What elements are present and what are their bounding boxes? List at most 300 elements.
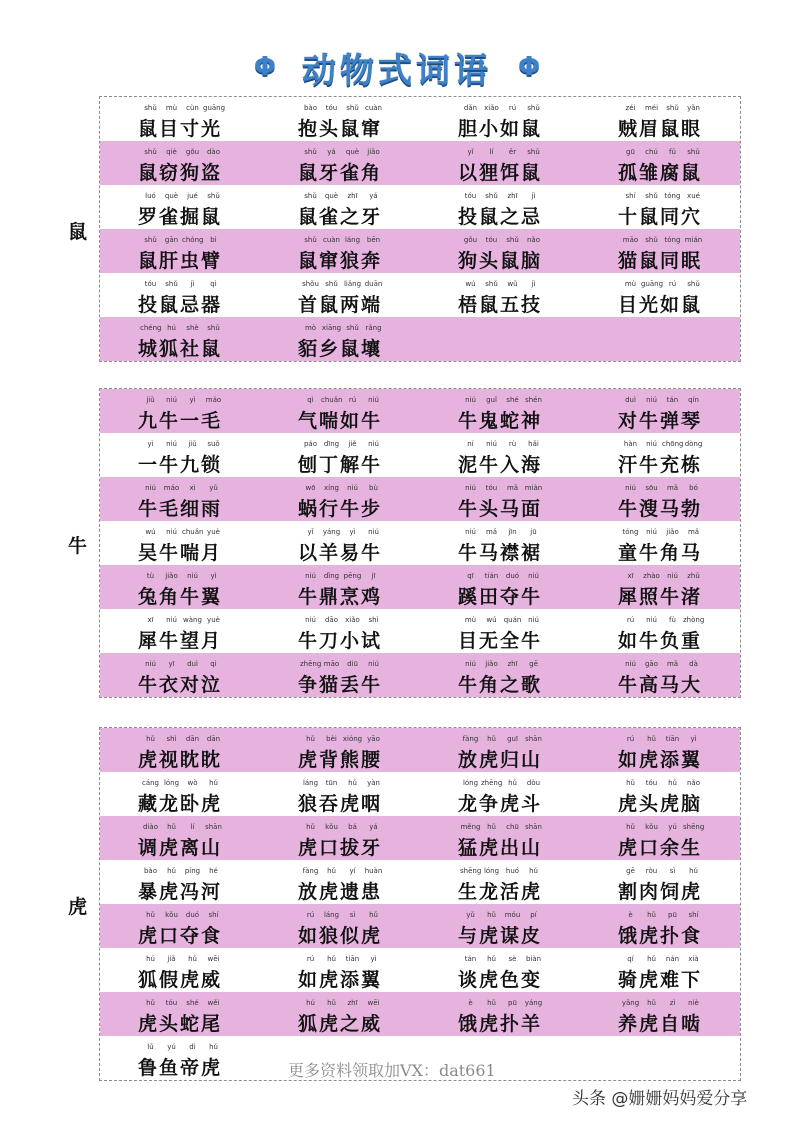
pinyin-syllable: mǎ	[687, 528, 700, 536]
idiom-text: 鼠雀之牙	[298, 206, 383, 228]
pinyin-syllable: bù	[369, 484, 378, 492]
pinyin-syllable: hǔ	[209, 1043, 218, 1051]
idiom-cell	[260, 816, 420, 860]
pinyin-syllable: bó	[689, 484, 698, 492]
idiom-cell	[100, 141, 260, 185]
pinyin-syllable: qì	[307, 396, 314, 404]
idiom-text: 狐假虎威	[138, 969, 223, 991]
pinyin-syllable: jì	[531, 280, 536, 288]
pinyin-syllable: lóng	[462, 779, 479, 787]
pinyin-syllable: shǔ	[325, 280, 338, 288]
pinyin-syllable: bào	[143, 867, 157, 875]
pinyin-line	[140, 104, 224, 112]
pinyin-syllable: hǔ	[689, 867, 698, 875]
pinyin-syllable: niú	[486, 440, 497, 448]
idiom-text: 虎头蛇尾	[138, 1013, 223, 1035]
idiom-cell	[260, 521, 420, 565]
table-row	[100, 389, 740, 433]
idiom-cell	[100, 97, 260, 141]
pinyin-syllable: luó	[145, 192, 156, 200]
pinyin-syllable: bì	[210, 236, 217, 244]
pinyin-line	[620, 955, 704, 963]
pinyin-syllable: wú	[465, 280, 476, 288]
section-label: 鼠	[68, 221, 88, 243]
pinyin-syllable: shǔ	[346, 324, 359, 332]
pinyin-syllable: kǒu	[325, 823, 338, 831]
idiom-cell	[420, 948, 580, 992]
pinyin-line	[140, 572, 224, 580]
pinyin-syllable: chú	[645, 148, 658, 156]
pinyin-syllable: chōng	[662, 440, 684, 448]
pinyin-syllable: niú	[465, 484, 476, 492]
pinyin-syllable: niú	[166, 396, 177, 404]
pinyin-syllable: dǐng	[323, 572, 340, 580]
idiom-text: 目光如鼠	[618, 294, 703, 316]
pinyin-line	[460, 236, 544, 244]
pinyin-syllable: nǎo	[686, 779, 700, 787]
pinyin-syllable: shǔ	[346, 104, 359, 112]
idiom-cell	[100, 728, 260, 772]
pinyin-syllable: niú	[465, 660, 476, 668]
pinyin-line	[620, 616, 704, 624]
idiom-cell	[100, 653, 260, 697]
pinyin-syllable: zhī	[507, 192, 518, 200]
pinyin-syllable: mǎ	[506, 484, 519, 492]
pinyin-syllable: píng	[184, 867, 201, 875]
pinyin-syllable: dòu	[526, 779, 541, 787]
pinyin-line	[300, 192, 384, 200]
pinyin-line	[140, 324, 224, 332]
idiom-cell	[580, 521, 740, 565]
pinyin-syllable: tóu	[485, 236, 498, 244]
pinyin-syllable: wēi	[367, 999, 380, 1007]
pinyin-syllable: kǒu	[165, 911, 178, 919]
pinyin-line	[140, 148, 224, 156]
pinyin-syllable: yì	[210, 572, 217, 580]
pinyin-syllable: yǐ	[307, 528, 314, 536]
idiom-cell	[260, 185, 420, 229]
idiom-text: 以狸饵鼠	[458, 162, 543, 184]
pinyin-syllable: hǔ	[306, 735, 315, 743]
pinyin-syllable: niú	[667, 572, 678, 580]
pinyin-line	[140, 867, 224, 875]
pinyin-syllable: diào	[143, 823, 158, 831]
idiom-cell	[260, 860, 420, 904]
pinyin-line	[620, 148, 704, 156]
table-row	[100, 904, 740, 948]
pinyin-syllable: shí	[208, 911, 219, 919]
pinyin-syllable: duì	[187, 660, 198, 668]
idiom-text: 饿虎扑食	[618, 925, 703, 947]
pinyin-syllable: rú	[668, 280, 677, 288]
pinyin-syllable: tóu	[464, 192, 477, 200]
pinyin-line	[460, 104, 544, 112]
idiom-cell	[100, 904, 260, 948]
pinyin-syllable: hǔ	[487, 735, 496, 743]
pinyin-syllable: yáng	[322, 528, 341, 536]
pinyin-line	[300, 440, 384, 448]
pinyin-line	[300, 324, 384, 332]
pinyin-syllable: hǔ	[647, 955, 656, 963]
pinyin-syllable: jīn	[508, 528, 517, 536]
pinyin-syllable: biàn	[525, 955, 542, 963]
idiom-cell	[420, 433, 580, 477]
pinyin-syllable: niú	[368, 660, 379, 668]
pinyin-line	[620, 192, 704, 200]
pinyin-line	[620, 572, 704, 580]
pinyin-syllable: hǔ	[647, 735, 656, 743]
idiom-text: 鼠目寸光	[138, 118, 223, 140]
pinyin-syllable: suǒ	[207, 440, 220, 448]
pinyin-syllable: shǔ	[485, 192, 498, 200]
pinyin-syllable: shí	[625, 192, 636, 200]
idiom-cell	[420, 653, 580, 697]
pinyin-syllable: hǔ	[626, 779, 635, 787]
pinyin-syllable: yǐ	[467, 148, 474, 156]
pinyin-syllable: māo	[622, 236, 639, 244]
idiom-text: 梧鼠五技	[458, 294, 543, 316]
idiom-text: 猛虎出山	[458, 837, 543, 859]
pinyin-syllable: lóng	[483, 867, 500, 875]
pinyin-syllable: jué	[187, 192, 198, 200]
idiom-text: 与虎谋皮	[458, 925, 543, 947]
pinyin-line	[140, 660, 224, 668]
idiom-text: 抱头鼠窜	[298, 118, 383, 140]
pinyin-syllable: zhòng	[683, 616, 705, 624]
pinyin-syllable: niú	[347, 484, 358, 492]
pinyin-syllable: gē	[626, 867, 635, 875]
pinyin-syllable: bá	[348, 823, 357, 831]
pinyin-syllable: dào	[206, 148, 220, 156]
idiom-text: 骑虎难下	[618, 969, 703, 991]
table-row	[100, 317, 740, 361]
pinyin-syllable: xià	[688, 955, 699, 963]
pinyin-line	[140, 779, 224, 787]
idiom-text: 牛角之歌	[458, 674, 543, 696]
pinyin-syllable: qī	[467, 572, 474, 580]
page-title	[0, 42, 794, 92]
pinyin-syllable: yǎn	[687, 104, 700, 112]
idiom-text: 一牛九锁	[138, 454, 223, 476]
pinyin-syllable: què	[324, 192, 339, 200]
pinyin-syllable: rú	[348, 396, 357, 404]
idiom-text: 汗牛充栋	[618, 454, 703, 476]
idiom-cell	[420, 904, 580, 948]
idiom-cell	[580, 728, 740, 772]
idiom-cell	[580, 273, 740, 317]
idiom-cell	[260, 229, 420, 273]
pinyin-syllable: è	[628, 911, 633, 919]
pinyin-syllable: yá	[369, 192, 378, 200]
pinyin-syllable: dà	[689, 660, 698, 668]
pinyin-syllable: hǔ	[487, 955, 496, 963]
pinyin-line	[460, 280, 544, 288]
idiom-text: 鼠窃狗盗	[138, 162, 223, 184]
idiom-cell	[260, 273, 420, 317]
idiom-text: 虎背熊腰	[298, 749, 383, 771]
pinyin-syllable: niú	[145, 660, 156, 668]
pinyin-syllable: gān	[164, 236, 179, 244]
pinyin-syllable: hǔ	[647, 911, 656, 919]
idiom-text: 割肉饲虎	[618, 881, 703, 903]
pinyin-syllable: rù	[508, 440, 517, 448]
idiom-cell	[100, 433, 260, 477]
table-row	[100, 141, 740, 185]
pinyin-line	[300, 528, 384, 536]
pinyin-syllable: niú	[368, 528, 379, 536]
pinyin-line	[460, 779, 544, 787]
pinyin-syllable: zhī	[347, 999, 358, 1007]
table-row	[100, 772, 740, 816]
pinyin-syllable: cuàn	[364, 104, 382, 112]
idiom-cell	[580, 992, 740, 1036]
pinyin-syllable: dān	[185, 735, 200, 743]
pinyin-syllable: zhēng	[481, 779, 503, 787]
idiom-cell	[100, 317, 260, 361]
pinyin-syllable: wǔ	[507, 280, 518, 288]
pinyin-syllable: xióng	[342, 735, 363, 743]
pinyin-syllable: hǔ	[327, 955, 336, 963]
idiom-text: 养虎自啮	[618, 1013, 703, 1035]
idiom-text: 猫鼠同眠	[618, 250, 703, 272]
pinyin-syllable: hàn	[623, 440, 638, 448]
pinyin-syllable: máo	[163, 484, 180, 492]
pinyin-line	[460, 660, 544, 668]
pinyin-line	[620, 236, 704, 244]
pinyin-line	[460, 484, 544, 492]
pinyin-syllable: sè	[508, 955, 517, 963]
idiom-text: 投鼠之忌	[458, 206, 543, 228]
pinyin-syllable: xiǎo	[345, 616, 360, 624]
pinyin-syllable: wú	[486, 616, 497, 624]
idiom-text: 牛鼎烹鸡	[298, 586, 383, 608]
idiom-cell	[580, 948, 740, 992]
pinyin-syllable: niú	[528, 572, 539, 580]
title-right-ornament: Φ	[518, 52, 541, 82]
pinyin-syllable: zéi	[625, 104, 636, 112]
pinyin-syllable: niú	[465, 396, 476, 404]
pinyin-syllable: niú	[625, 484, 636, 492]
idiom-cell	[420, 141, 580, 185]
idiom-text: 如虎添翼	[298, 969, 383, 991]
pinyin-syllable: yuè	[207, 528, 220, 536]
pinyin-syllable: dǎn	[463, 104, 478, 112]
pinyin-syllable: qì	[210, 660, 217, 668]
pinyin-syllable: dòng	[684, 440, 703, 448]
pinyin-line	[620, 440, 704, 448]
pinyin-line	[140, 735, 224, 743]
pinyin-syllable: niè	[688, 999, 699, 1007]
table-row	[100, 653, 740, 697]
pinyin-syllable: niú	[646, 396, 657, 404]
pinyin-syllable: zhī	[347, 192, 358, 200]
pinyin-syllable: mián	[684, 236, 703, 244]
pinyin-syllable: sì	[349, 911, 356, 919]
table-row	[100, 860, 740, 904]
idiom-text: 气喘如牛	[298, 410, 383, 432]
pinyin-syllable: niú	[305, 616, 316, 624]
idiom-cell	[100, 860, 260, 904]
pinyin-line	[460, 999, 544, 1007]
pinyin-line	[620, 823, 704, 831]
pinyin-line	[300, 660, 384, 668]
table-row	[100, 728, 740, 772]
pinyin-syllable: cáng	[141, 779, 160, 787]
pinyin-line	[460, 396, 544, 404]
pinyin-syllable: niú	[145, 484, 156, 492]
idiom-text: 吴牛喘月	[138, 542, 223, 564]
pinyin-syllable: xué	[687, 192, 700, 200]
pinyin-syllable: hǔ	[146, 911, 155, 919]
idiom-cell	[260, 97, 420, 141]
idiom-cell	[580, 904, 740, 948]
idiom-text: 贼眉鼠眼	[618, 118, 703, 140]
idiom-text: 谈虎色变	[458, 969, 543, 991]
idiom-text: 鼠窜狼奔	[298, 250, 383, 272]
pinyin-line	[620, 779, 704, 787]
pinyin-syllable: hú	[306, 999, 315, 1007]
table-row	[100, 433, 740, 477]
pinyin-line	[620, 396, 704, 404]
pinyin-syllable: lǔ	[147, 1043, 154, 1051]
pinyin-syllable: shēng	[460, 867, 482, 875]
pinyin-line	[300, 280, 384, 288]
pinyin-syllable: bào	[303, 104, 317, 112]
idiom-text: 投鼠忌器	[138, 294, 223, 316]
idiom-cell	[260, 728, 420, 772]
pinyin-syllable: hǔ	[487, 999, 496, 1007]
pinyin-syllable: shǔ	[485, 280, 498, 288]
idiom-text: 对牛弹琴	[618, 410, 703, 432]
pinyin-syllable: hǔ	[626, 823, 635, 831]
pinyin-syllable: shé	[186, 999, 199, 1007]
pinyin-syllable: láng	[344, 236, 361, 244]
idiom-text: 鲁鱼帝虎	[138, 1057, 223, 1079]
idiom-text: 孤雏腐鼠	[618, 162, 703, 184]
pinyin-syllable: quán	[503, 616, 522, 624]
pinyin-syllable: kǒu	[645, 823, 658, 831]
pinyin-syllable: xíng	[324, 484, 339, 492]
pinyin-line	[300, 823, 384, 831]
pinyin-line	[140, 528, 224, 536]
pinyin-syllable: jiǎo	[666, 528, 679, 536]
pinyin-syllable: què	[345, 148, 360, 156]
idiom-cell	[100, 565, 260, 609]
pinyin-line	[620, 867, 704, 875]
pinyin-syllable: yǔ	[466, 911, 475, 919]
pinyin-line	[140, 823, 224, 831]
pinyin-syllable: niú	[187, 572, 198, 580]
pinyin-syllable: hǔ	[188, 955, 197, 963]
pinyin-syllable: wēi	[207, 955, 220, 963]
pinyin-syllable: hǎi	[528, 440, 539, 448]
idiom-cell	[420, 816, 580, 860]
pinyin-syllable: xī	[147, 616, 154, 624]
pinyin-syllable: mǎ	[666, 484, 679, 492]
pinyin-syllable: zhēng	[300, 660, 322, 668]
idiom-text: 牛溲马勃	[618, 498, 703, 520]
pinyin-syllable: shǔ	[527, 148, 540, 156]
idiom-cell	[260, 653, 420, 697]
section-3	[99, 727, 741, 1081]
pinyin-line	[300, 779, 384, 787]
pinyin-line	[300, 911, 384, 919]
idiom-text: 以羊易牛	[298, 542, 383, 564]
pinyin-syllable: dì	[189, 1043, 196, 1051]
pinyin-syllable: jiǎo	[165, 572, 178, 580]
pinyin-syllable: jiǔ	[146, 396, 155, 404]
pinyin-line	[140, 440, 224, 448]
pinyin-syllable: mù	[624, 280, 637, 288]
pinyin-line	[140, 280, 224, 288]
idiom-text: 罗雀掘鼠	[138, 206, 223, 228]
idiom-cell	[100, 772, 260, 816]
pinyin-syllable: guǐ	[486, 396, 497, 404]
pinyin-syllable: yì	[189, 396, 196, 404]
pinyin-syllable: yú	[167, 1043, 176, 1051]
pinyin-syllable: tán	[666, 396, 679, 404]
idiom-text: 牛毛细雨	[138, 498, 223, 520]
pinyin-syllable: yú	[668, 823, 677, 831]
idiom-text: 童牛角马	[618, 542, 703, 564]
idiom-text: 如牛负重	[618, 630, 703, 652]
pinyin-syllable: jiě	[348, 440, 357, 448]
table-row	[100, 565, 740, 609]
pinyin-syllable: tóu	[645, 779, 658, 787]
idiom-cell	[580, 97, 740, 141]
pinyin-line	[460, 616, 544, 624]
pinyin-syllable: yáng	[524, 999, 543, 1007]
idiom-text: 虎视眈眈	[138, 749, 223, 771]
idiom-text: 九牛一毛	[138, 410, 223, 432]
idiom-text: 争猫丢牛	[298, 674, 383, 696]
pinyin-line	[140, 396, 224, 404]
pinyin-syllable: shǔ	[207, 324, 220, 332]
pinyin-line	[460, 440, 544, 448]
idiom-text: 生龙活虎	[458, 881, 543, 903]
pinyin-syllable: hǔ	[327, 999, 336, 1007]
idiom-cell	[420, 273, 580, 317]
pinyin-syllable: fǔ	[669, 148, 676, 156]
pinyin-syllable: yí	[349, 867, 356, 875]
table-row	[100, 185, 740, 229]
idiom-cell	[420, 389, 580, 433]
pinyin-syllable: shí	[688, 911, 699, 919]
section-label: 虎	[68, 896, 88, 918]
pinyin-syllable: shǔ	[144, 148, 157, 156]
pinyin-syllable: niú	[368, 440, 379, 448]
pinyin-line	[140, 192, 224, 200]
pinyin-syllable: jiǎo	[485, 660, 498, 668]
pinyin-syllable: mù	[165, 104, 178, 112]
pinyin-syllable: diū	[347, 660, 358, 668]
idiom-cell	[580, 229, 740, 273]
pinyin-syllable: xiāng	[321, 324, 342, 332]
pinyin-syllable: rú	[306, 955, 315, 963]
pinyin-syllable: duì	[625, 396, 636, 404]
pinyin-syllable: yì	[349, 528, 356, 536]
pinyin-syllable: shén	[525, 396, 542, 404]
pinyin-line	[460, 572, 544, 580]
idiom-text: 调虎离山	[138, 837, 223, 859]
pinyin-syllable: shǔ	[687, 280, 700, 288]
pinyin-syllable: mù	[464, 616, 477, 624]
table-row	[100, 273, 740, 317]
idiom-text: 牛高马大	[618, 674, 703, 696]
pinyin-syllable: chéng	[140, 324, 162, 332]
pinyin-line	[300, 104, 384, 112]
idiom-text: 鼠肝虫臂	[138, 250, 223, 272]
